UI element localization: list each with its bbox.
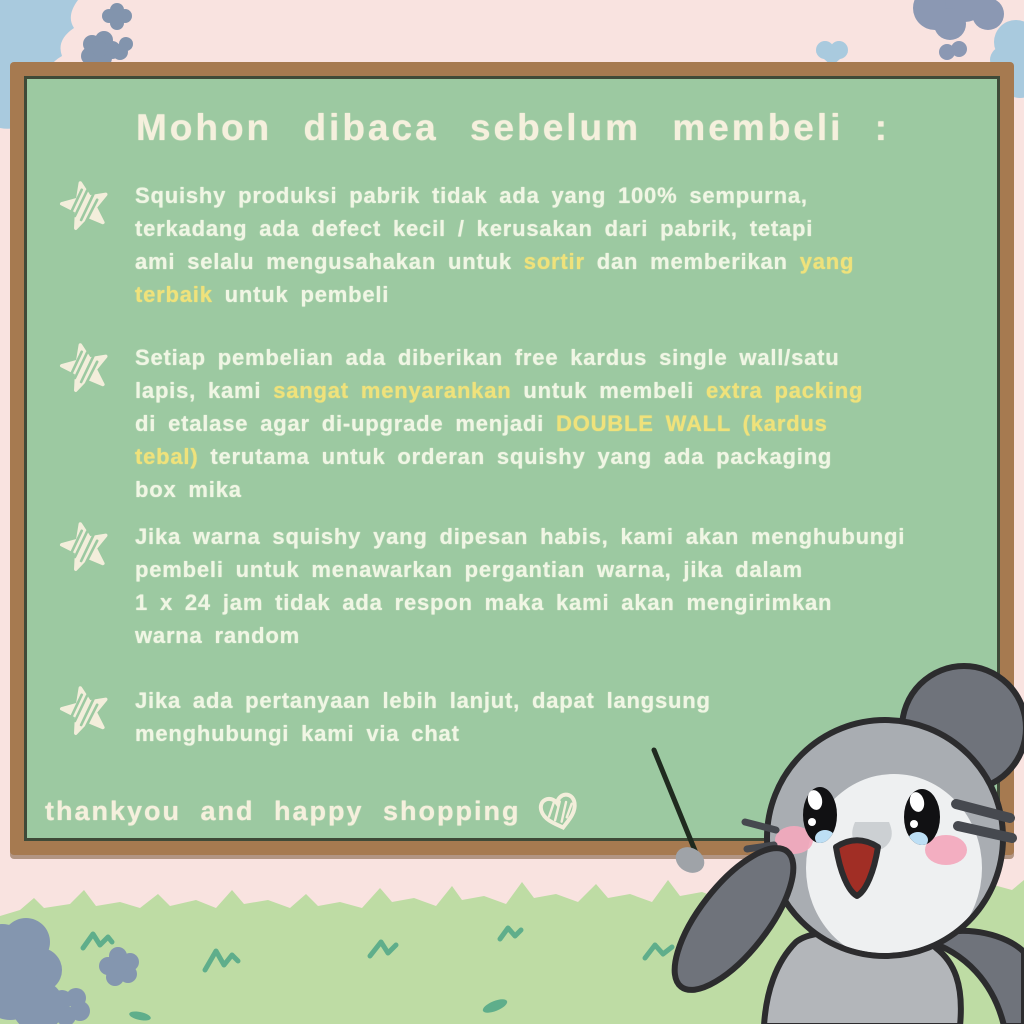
notice-title: Mohon dibaca sebelum membeli : (135, 107, 891, 148)
text-line (135, 520, 905, 553)
bullet-text (135, 520, 905, 652)
text-segment: Jika ada pertanyaan lebih lanjut, dapat langsung (135, 688, 711, 713)
text-segment: dan memberikan (584, 249, 800, 274)
highlighted-text: terbaik (135, 282, 213, 307)
text-segment: ami selalu mengusahakan untuk (135, 249, 524, 274)
highlighted-text: sangat menyarankan (273, 378, 512, 403)
star-doodle-icon (59, 177, 111, 233)
text-segment: pembeli untuk menawarkan pergantian warna, jika dalam (135, 557, 803, 582)
star-doodle-icon (59, 682, 111, 738)
heart-doodle-icon (535, 790, 583, 832)
text-line (135, 619, 905, 652)
text-segment: terkadang ada defect kecil / kerusakan dari pabrik, tetapi (135, 216, 814, 241)
text-segment: menghubungi kami via chat (135, 721, 460, 746)
text-line (135, 341, 863, 374)
text-segment: warna random (135, 623, 300, 648)
text-segment: terutama untuk orderan squishy yang ada packaging (198, 444, 833, 469)
text-line (135, 553, 905, 586)
text-segment: di etalase agar di-upgrade menjadi (135, 411, 556, 436)
star-doodle-icon (59, 518, 111, 574)
notice-bullet (59, 520, 983, 652)
text-line (135, 440, 863, 473)
text-segment: untuk membeli (511, 378, 706, 403)
text-line (135, 179, 854, 212)
text-segment: 1 x 24 jam tidak ada respon maka kami akan mengirimkan (135, 590, 833, 615)
panda-character (624, 654, 1024, 1024)
notice-bullet (59, 179, 983, 311)
notice-bullet (59, 341, 983, 506)
highlighted-text: extra packing (705, 378, 864, 403)
highlighted-text: sortir (523, 249, 585, 274)
text-segment: lapis, kami (135, 378, 274, 403)
text-segment: Squishy produksi pabrik tidak ada yang 100% sempurna, (135, 183, 808, 208)
text-segment: Jika warna squishy yang dipesan habis, kami akan menghubungi (135, 524, 906, 549)
highlighted-text: yang (799, 249, 855, 274)
bullet-text (135, 341, 863, 506)
pointer-stick (654, 750, 698, 858)
star-doodle-icon (59, 339, 111, 395)
text-line (135, 407, 863, 440)
text-line (135, 278, 854, 311)
text-line (135, 374, 863, 407)
text-segment: Setiap pembelian ada diberikan free kardus single wall/satu (135, 345, 840, 370)
text-line (135, 212, 854, 245)
highlighted-text: tebal) (135, 444, 199, 469)
text-line (135, 245, 854, 278)
panda-head (745, 720, 1012, 962)
footer-text: thankyou and happy shopping (45, 795, 521, 826)
bullet-text (135, 179, 854, 311)
text-line (135, 586, 905, 619)
highlighted-text: DOUBLE WALL (kardus (556, 411, 828, 436)
text-segment: box mika (135, 477, 242, 502)
text-line (135, 473, 863, 506)
text-segment: untuk pembeli (212, 282, 390, 307)
panda-paw (671, 842, 709, 878)
